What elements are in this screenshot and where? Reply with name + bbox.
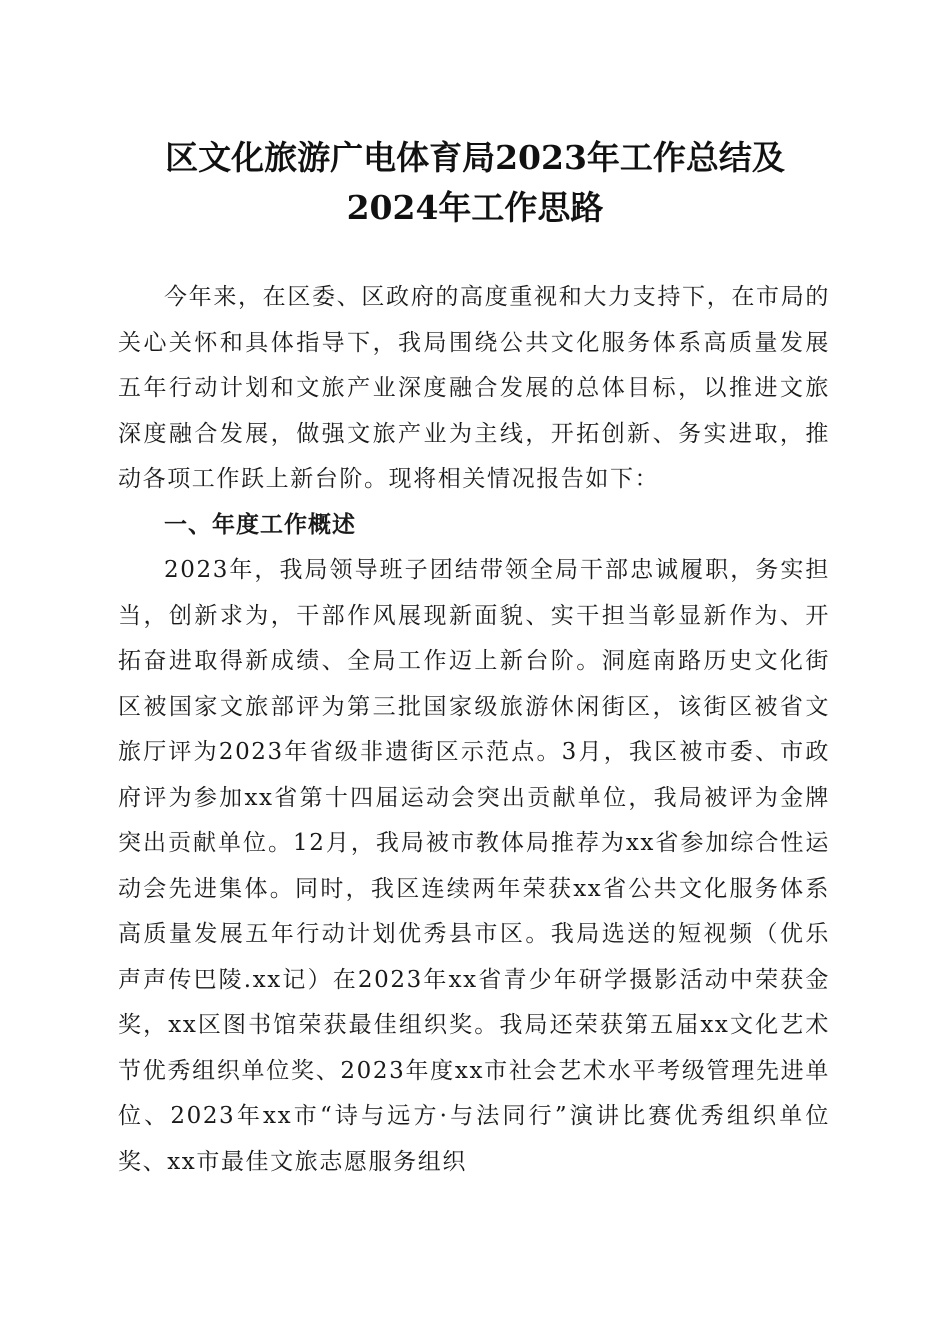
- document-body: [118, 275, 830, 1185]
- annual-overview-paragraph: 2023年，我局领导班子团结带领全局干部忠诚履职，务实担当，创新求为，干部作风展现新面貌、实干担当彰显新作为、开拓奋进取得新成绩、全局工作迈上新台阶。洞庭南路历史文化街区被国家文旅部评为第三批国家级旅游休闲街区，该街区被省文旅厅评为2023年省级非遗街区示范点。3月，我区被市委、市政府评为参加xx省第十四届运动会突出贡献单位，我局被评为金牌突出贡献单位。12月，我局被市教体局推荐为xx省参加综合性运动会先进集体。同时，我区连续两年荣获xx省公共文化服务体系高质量发展五年行动计划优秀县市区。我局选送的短视频（优乐声声传巴陵.xx记）在2023年xx省青少年研学摄影活动中荣获金奖，xx区图书馆荣获最佳组织奖。我局还荣获第五届xx文化艺术节优秀组织单位奖、2023年度xx市社会艺术水平考级管理先进单位、2023年xx市“诗与远方·与法同行”演讲比赛优秀组织单位奖、xx市最佳文旅志愿服务组织: [118, 557, 830, 1175]
- section-heading-annual-overview: 一、年度工作概述: [164, 511, 356, 538]
- title-line-2: 2024年工作思路: [346, 188, 604, 227]
- title-line-1: 区文化旅游广电体育局2023年工作总结及: [165, 138, 785, 177]
- intro-paragraph: 今年来，在区委、区政府的高度重视和大力支持下，在市局的关心关怀和具体指导下，我局围绕公共文化服务体系高质量发展五年行动计划和文旅产业深度融合发展的总体目标，以推进文旅深度融合发展，做强文旅产业为主线，开拓创新、务实进取，推动各项工作跃上新台阶。现将相关情况报告如下：: [118, 284, 830, 492]
- document-title: [60, 133, 890, 233]
